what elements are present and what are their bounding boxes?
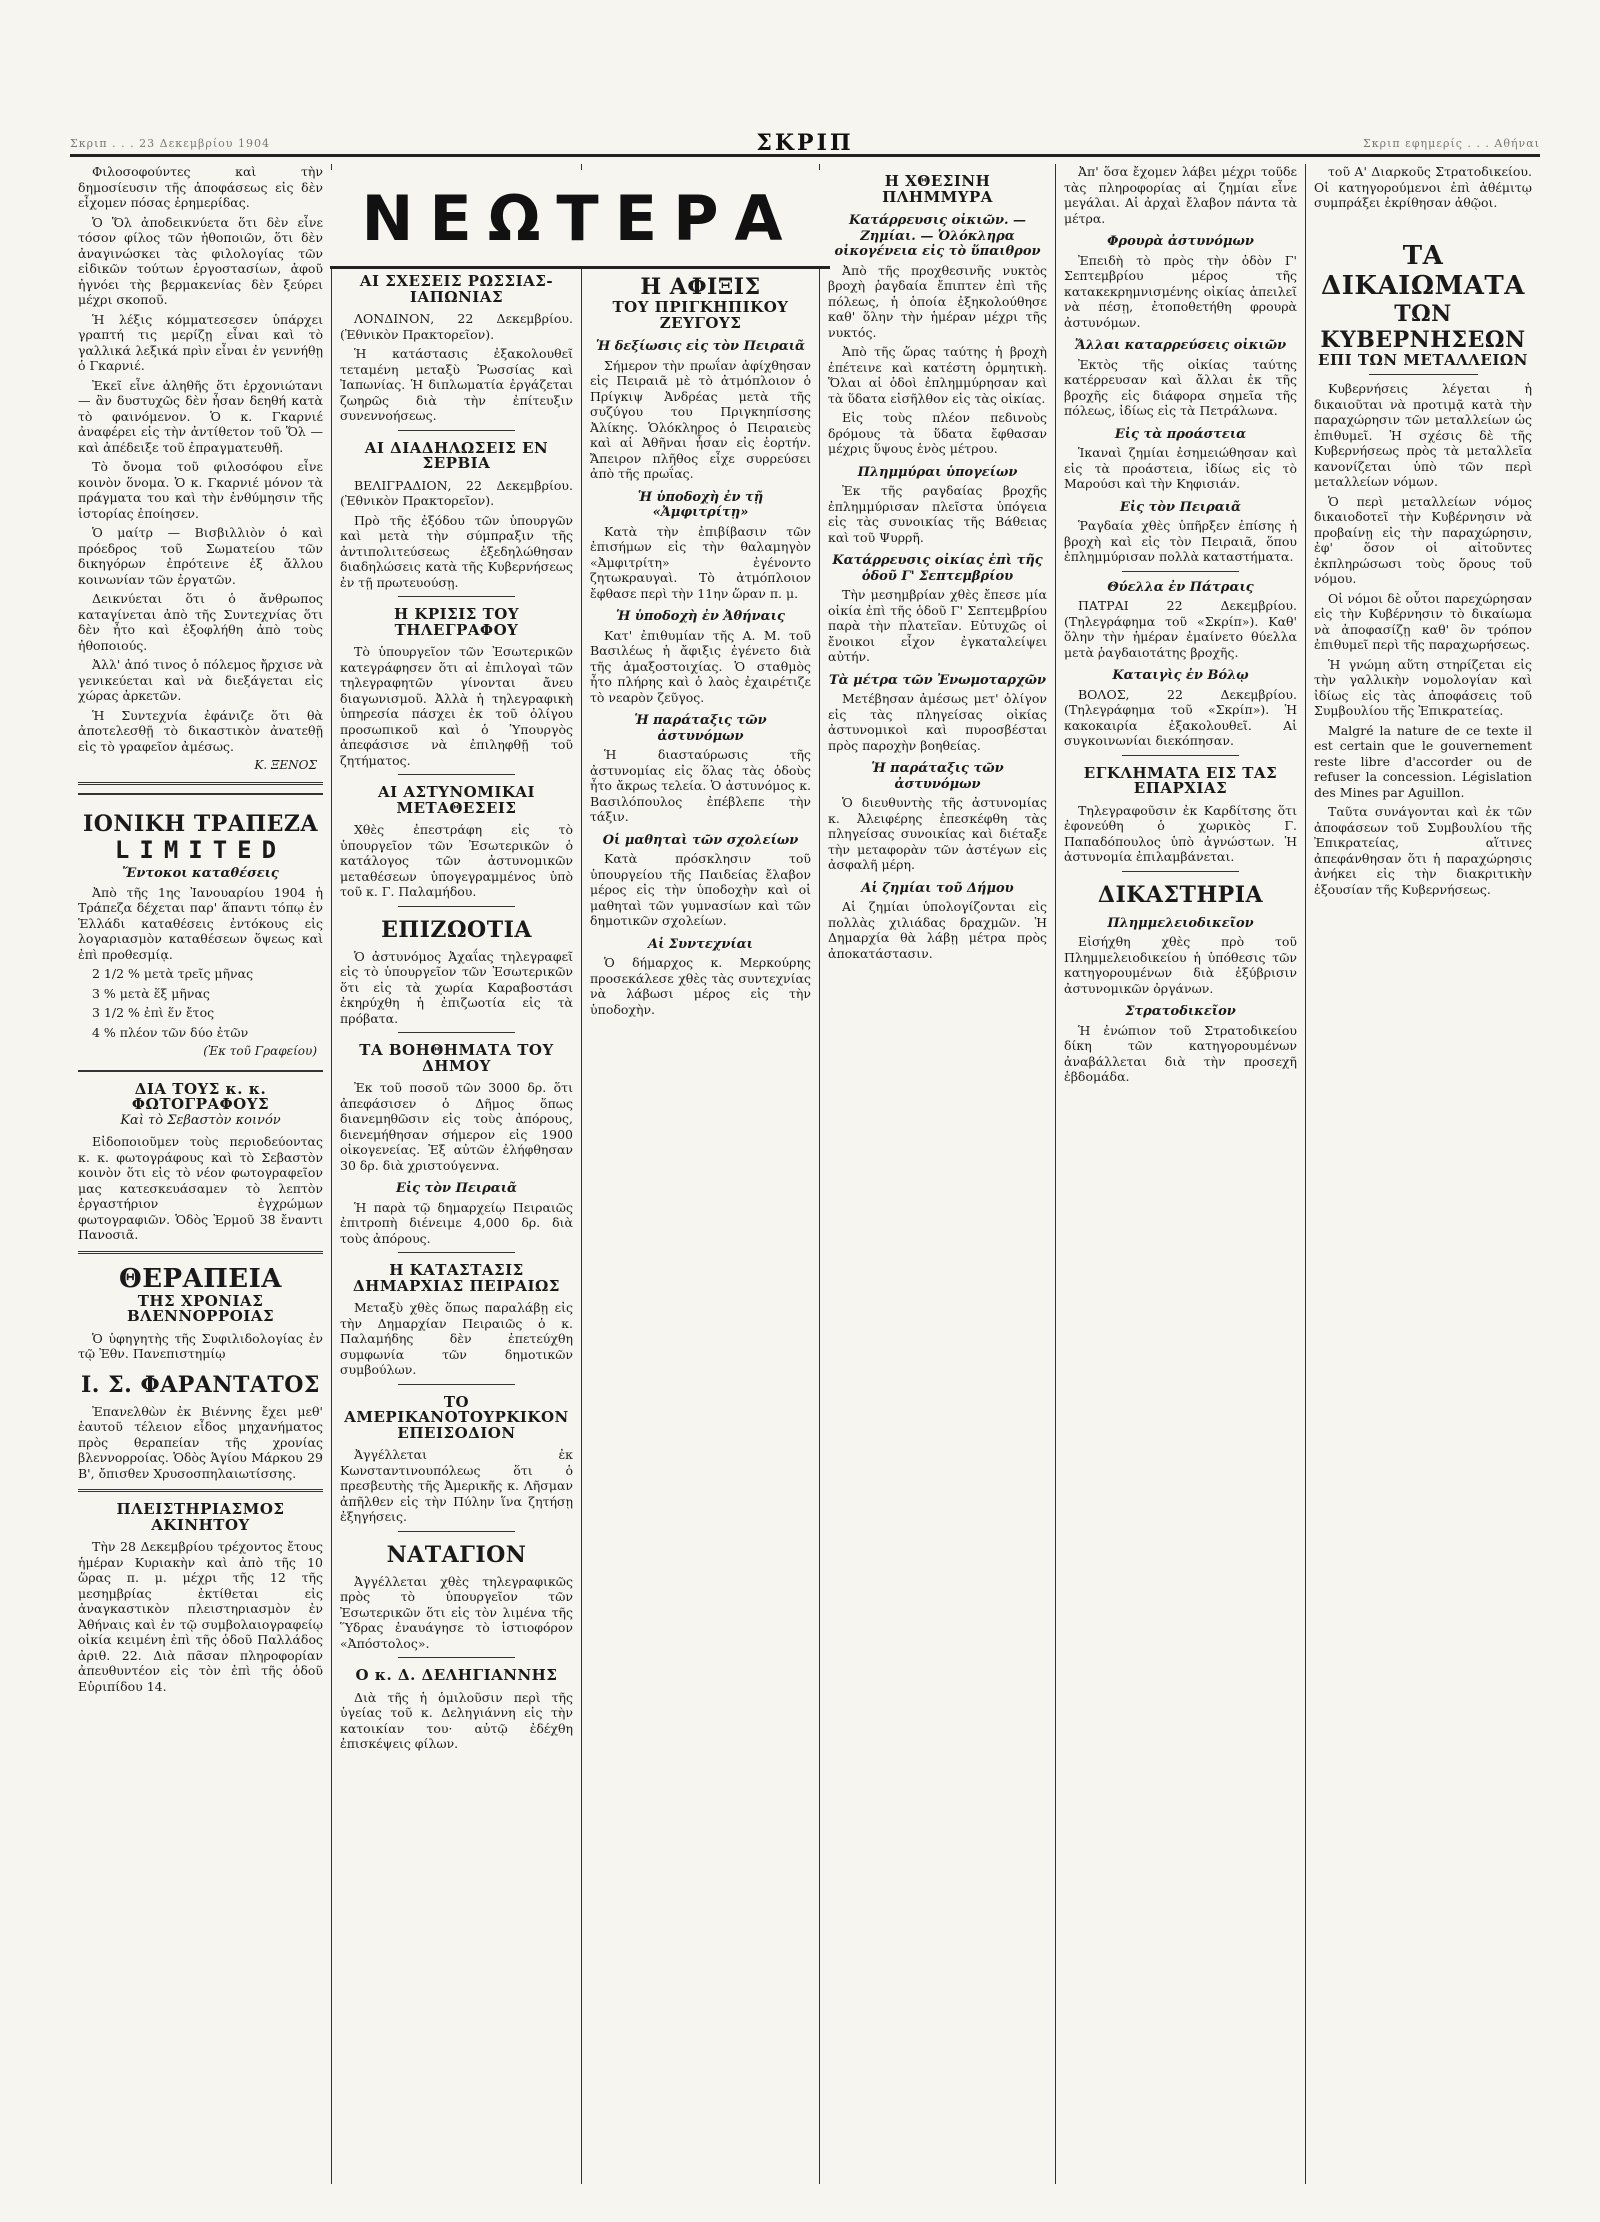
bank-rate: 3 1/2 % ἐπὶ ἕν ἔτος	[92, 1005, 215, 1020]
subheading: Εἰς τὸν Πειραιᾶ	[395, 1181, 518, 1196]
column-3	[582, 164, 820, 2184]
subheading: Ἡ ὑποδοχὴ ἐν τῇ «Ἀμφιτρίτῃ»	[637, 489, 764, 520]
paragraph: Ἀλλ' ἀπό τινος ὁ πόλεμος ἤρχισε νὰ γενικεύεται καὶ νὰ διεξάγεται εἰς χώρας ἀρκετῶν.	[78, 657, 323, 703]
section-title: ΕΠΙΖΩΟΤΙΑ	[381, 916, 532, 943]
photo-ad-subtitle: Καὶ τὸ Σεβαστὸν κοινόν	[120, 1112, 281, 1128]
subheading: Καταιγὶς ἐν Βόλῳ	[1112, 668, 1249, 683]
paragraph: Πρὸ τῆς ἐξόδου τῶν ὑπουργῶν καὶ μετὰ τὴν σύμπραξιν τῆς ἀντιπολιτεύσεως ἐξεδηλώθησαν διαδηλώσεις κατὰ τῆς Κυβερνήσεως ἐν τῇ πρωτευούσῃ.	[340, 512, 573, 590]
divider	[1369, 374, 1478, 375]
subheading: Πλημμελειοδικεῖον	[1107, 915, 1254, 931]
section-title: Ο κ. Δ. ΔΕΛΗΓΙΑΝΝΗΣ	[355, 1666, 558, 1684]
paragraph: τοῦ Α' Διαρκοῦς Στρατοδικείου. Οἱ κατηγορούμενοι ἐπὶ ἀθέμιτῳ συμπράξει ἐκρίθησαν ἀθῷοι.	[1314, 164, 1532, 210]
paragraph: Ἐκ τῆς ραγδαίας βροχῆς ἐπλημμύρισαν πλεῖστα ὑπόγεια εἰς τὰς συνοικίας τῆς Βάθειας καὶ τοῦ Ψυρρῆ.	[828, 483, 1047, 545]
subheading: Αἱ ζημίαι τοῦ Δήμου	[861, 880, 1014, 896]
paragraph: Οἱ νόμοι δὲ οὗτοι παρεχώρησαν εἰς τὴν Κυβέρνησιν τὸ δικαίωμα νὰ ἀποφασίζῃ καθ' ὃν τρόπον ἐπιθυμεῖ περὶ τῆς παραχωρήσεως.	[1314, 590, 1532, 652]
section-title: ΝΑΤΑΓΙΟΝ	[386, 1541, 527, 1568]
paragraph: Ἐπειδὴ τὸ πρὸς τὴν ὁδὸν Γ' Σεπτεμβρίου μέρος τῆς κατακεκρημνισμένης οἰκίας ἀπειλεῖ νὰ πέσῃ, ἐτοποθετήθη φρουρὰ ἀστυνόμων.	[1064, 252, 1297, 330]
section-title: ΕΓΚΛΗΜΑΤΑ ΕΙΣ ΤΑΣ ΕΠΑΡΧΙΑΣ	[1083, 763, 1278, 797]
subheading: Πλημμύραι ὑπογείων	[857, 464, 1018, 480]
subheading: Εἰς τὸν Πειραιᾶ	[1119, 499, 1242, 515]
therapy-subtitle: ΤΗΣ ΧΡΟΝΙΑΣ ΒΛΕΝΝΟΡΡΟΙΑΣ	[126, 1291, 275, 1325]
section-subtitle: ΤΩΝ ΚΥΒΕΡΝΗΣΕΩΝ	[1320, 300, 1526, 353]
divider	[1122, 871, 1239, 872]
paragraph: Τηλεγραφοῦσιν ἐκ Καρδίτσης ὅτι ἐφονεύθη ὁ χωρικὸς Γ. Παπαδόπουλος ὑπὸ ἀγνώστων. Ἡ ἀστυνομία ἐπιλαμβάνεται.	[1064, 802, 1297, 864]
therapy-text: Ὁ ὑφηγητὴς τῆς Συφιλιδολογίας ἐν τῷ Ἐθν. Πανεπιστημίῳ	[78, 1330, 323, 1361]
section-title: ΤΑ ΔΙΚΑΙΩΜΑΤΑ	[1321, 240, 1525, 301]
paragraph: Malgré la nature de ce texte il est certain que le gouvernement reste libre d'accorder ou de refuser la concession. Législation des Mines par Aguillon.	[1314, 722, 1532, 800]
bank-advertisement	[78, 793, 323, 1072]
subheading: Ἡ παράταξις τῶν ἀστυνόμων	[871, 761, 1004, 792]
paragraph: Ὁ μαίτρ — Βισβιλλιὸν ὁ καὶ πρόεδρος τοῦ Σωματείου τῶν δικηγόρων ἐπρότεινε ἐξ ἄλλου κοινωνίαν τῶν ἐργατῶν.	[78, 525, 323, 587]
section-title: Η ΑΦΙΞΙΣ	[640, 274, 761, 300]
subheading: Θύελλα ἐν Πάτραις	[1107, 579, 1254, 595]
column-4	[820, 164, 1056, 2184]
dateline: ΛΟΝΔΙΝΟΝ, 22 Δεκεμβρίου. (Ἐθνικὸν Πρακτορεῖον).	[340, 311, 573, 342]
bank-rate: 3 % μετὰ ἕξ μῆνας	[92, 985, 210, 1001]
header-left-text: Σκριπ . . . 23 Δεκεμβρίου 1904	[70, 136, 270, 150]
column-1	[70, 164, 332, 2184]
section-title: ΔΙΚΑΣΤΗΡΙΑ	[1097, 881, 1264, 908]
section-title: Η ΧΘΕΣΙΝΗ ΠΛΗΜΜΥΡΑ	[882, 172, 993, 206]
header-right-text: Σκριπ εφημερίς . . . Αθήναι	[1362, 136, 1540, 150]
paragraph: Ἀγγέλλεται ἐκ Κωνσταντινουπόλεως ὅτι ὁ πρεσβευτὴς τῆς Ἀμερικῆς κ. Λῆσμαν ἀπῆλθεν εἰς τὴν Πύλην ἵνα ζητήσῃ ἐξηγήσεις.	[340, 1447, 573, 1524]
paragraph: Σήμερον τὴν πρωΐαν ἀφίχθησαν εἰς Πειραιᾶ μὲ τὸ ἀτμόπλοιον ὁ Πρίγκιψ Ἀνδρέας μετὰ τῆς συζύγου του Πριγκηπίσσης Ἀλίκης. Ὁλόκληρος ὁ Πειραιεὺς καὶ αἱ Ἀθῆναι ἦσαν εἰς ἑορτήν. Ἄπειρον πλῆθος εἶχε συρρεύσει ἀπὸ τῆς πρωΐας.	[590, 357, 811, 481]
bank-rate: 4 % πλέον τῶν δύο ἐτῶν	[92, 1024, 249, 1040]
column-2	[332, 164, 582, 2184]
paragraph: Τὴν μεσημβρίαν χθὲς ἔπεσε μία οἰκία ἐπὶ τῆς ὁδοῦ Γ' Σεπτεμβρίου παρὰ τὴν πλατεῖαν. Εὐτυχῶς οἱ ἔνοικοι εἶχον ἐγκαταλείψει αὐτήν.	[828, 587, 1047, 664]
bank-text: Ἀπὸ τῆς 1ης Ἰανουαρίου 1904 ἡ Τράπεζα δέχεται παρ' ἅπαντι τόπῳ ἐν Ἑλλάδι καταθέσεις ἐντόκους εἰς λογαριασμὸν καταθέσεων ὅψεως καὶ ἐπὶ προθεσμίᾳ.	[78, 884, 323, 962]
subheading: Αἱ Συντεχνίαι	[648, 936, 753, 952]
paragraph: Χθὲς ἐπεστράφη εἰς τὸ ὑπουργεῖον τῶν Ἐσωτερικῶν ὁ κατάλογος τῶν ἀστυνομικῶν μεταθέσεων ὑπογεγραμμένος ὑπὸ τοῦ κ. Γ. Παλαμήδου.	[340, 822, 573, 899]
subheading: Τὰ μέτρα τῶν Ἐνωμοταρχῶν	[828, 672, 1047, 688]
column-5	[1056, 164, 1306, 2184]
paragraph: Ἡ διασταύρωσις τῆς ἀστυνομίας εἰς ὅλας τὰς ὁδοὺς ἦτο ἄκρως τελεία. Ὁ ἀστυνόμος κ. Βασιλόπουλος ἐπέβλεπε τὴν τάξιν.	[590, 747, 811, 824]
dateline: ΒΕΛΙΓΡΑΔΙΟΝ, 22 Δεκεμβρίου. (Ἐθνικὸν Πρακτορεῖον).	[340, 477, 573, 508]
subheading: Εἰς τὰ προάστεια	[1114, 426, 1247, 442]
subheading: Φρουρὰ ἀστυνόμων	[1107, 234, 1254, 249]
paragraph: Ἀγγέλλεται χθὲς τηλεγραφικῶς πρὸς τὸ ὑπουργεῖον τῶν Ἐσωτερικῶν ὅτι εἰς τὸν λιμένα τῆς Ὕδρας ἐναυάγησε τὸ ἱστιοφόρον «Ἀπόστολος».	[340, 1573, 573, 1651]
paragraph: Κατὰ πρόσκλησιν τοῦ ὑπουργείου τῆς Παιδείας ἔλαβον μέρος εἰς τὴν ὑποδοχὴν καὶ οἱ μαθηταὶ τῶν γυμνασίων καὶ τῶν δημοτικῶν σχολείων.	[590, 851, 811, 928]
paragraph: Δεικνύεται ὅτι ὁ ἄνθρωπος καταγίνεται ἀπὸ τῆς Συντεχνίας ὅτι δὲν ἦτο καὶ ἐξοφλήθη ἀπὸ τοὺς ἠθοποιούς.	[78, 591, 323, 653]
section-title: Η ΚΑΤΑΣΤΑΣΙΣ ΔΗΜΑΡΧΙΑΣ ΠΕΙΡΑΙΩΣ	[353, 1261, 560, 1295]
paragraph: Ὁ Ὅλ ἀποδεικνύετα ὅτι δὲν εἶνε τόσον φίλος τῶν ἠθοποιῶν, ὅτι δὲν ἀναγινώσκει τὰς φιλολογίας τῶν εἰδικῶν τούτων ἐργοστασίων, ἀφοῦ ἠγνόει τὴς βερμακενίας δὲν ξεύρει μέχρι σκοποῦ.	[78, 214, 323, 307]
therapy-title: ΘΕΡΑΠΕΙΑ	[119, 1263, 282, 1294]
paragraph: Τὸ ὄνομα τοῦ φιλοσόφου εἶνε κοινὸν ὅνομα. Ὁ κ. Γκαρνιέ μόνον τὰ πράγματα του καὶ τὴν ἐνθύμησιν τῆς ἱστορίας ἐποίησεν.	[78, 459, 323, 521]
auction-text: Τὴν 28 Δεκεμβρίου τρέχοντος ἔτους ἡμέραν Κυριακὴν καὶ ἀπὸ τῆς 10 ὥρας π. μ. μέχρι τῆς 12 τῆς μεσημβρίας ἐκτίθεται εἰς ἀναγκαστικὸν πλειστηριασμὸν ἐν Ἀθήναις καὶ ἐν τῷ συμβολαιογραφείῳ οἰκία κειμένη ἐπὶ τῆς ὁδοῦ Παλλάδος ἀριθ. 22. Διὰ πᾶσαν πληροφορίαν ἀπευθυντέον εἰς τὸν ἐπὶ τῆς ὁδοῦ Εὐριπίδου 14.	[78, 1539, 323, 1694]
paragraph: Ἐκεῖ εἶνε ἀληθῆς ὅτι ἐρχονιώτανι — ἂν δυστυχῶς δὲν ἦσαν δεηθή κατὰ τὸ φαινόμενον. Ὁ κ. Γκαρνιέ ἀναφέρει εἰς τὴν ἀντίθετον τοῦ Ὅλ — καὶ ἀπέδειξε τοῦ ἐπραγματευθῆ.	[78, 377, 323, 455]
paragraph: Εἰς τοὺς πλέον πεδινοὺς δρόμους τὰ ὕδατα ἔφθασαν μέχρις ὕψους ἑνὸς μέτρου.	[828, 410, 1047, 456]
section-title: ΤΑ ΒΟΗΘΗΜΑΤΑ ΤΟΥ ΔΗΜΟΥ	[359, 1041, 554, 1075]
section-title: ΑΙ ΣΧΕΣΕΙΣ ΡΩΣΣΙΑΣ-ΙΑΠΩΝΙΑΣ	[359, 272, 554, 306]
divider	[398, 1531, 515, 1532]
section-title: ΤΟ ΑΜΕΡΙΚΑΝΟΤΟΥΡΚΙΚΟΝ ΕΠΕΙΣΟΔΙΟΝ	[344, 1392, 569, 1442]
paragraph: Κατ' ἐπιθυμίαν τῆς Α. Μ. τοῦ Βασιλέως ἡ ἄφιξις ἐγένετο διὰ τῆς ἁμαξοστοιχίας. Ὁ σταθμὸς ἦτο πλήρης καὶ ὁ λαὸς ἐχαιρέτιζε τὸ νεαρὸν ζεῦγος.	[590, 627, 811, 705]
paragraph: Ἀπὸ τῆς προχθεσινῆς νυκτὸς βροχὴ ῥαγδαία ἔπιπτεν ἐπὶ τῆς πόλεως, ἡ ὁποία ἐξηκολούθησε καθ' ὅλην τὴν ἡμέραν μέχρι τῆς νυκτός.	[828, 262, 1047, 340]
doctor-text: Ἐπανελθὼν ἐκ Βιέννης ἔχει μεθ' ἑαυτοῦ τέλειον εἶδος μηχανήματος πρὸς θεραπείαν τῆς χρονίας βλεννορροίας. Ὁδὸς Ἁγίου Μάρκου 29 Β', ὄπισθεν Χρυσοσπηλαιωτίσσης.	[78, 1403, 323, 1481]
subheading: Ἄλλαι καταρρεύσεις οἰκιῶν	[1074, 338, 1287, 353]
divider	[398, 1032, 515, 1033]
paragraph: ΒΟΛΟΣ, 22 Δεκεμβρίου. (Τηλεγράφημα τοῦ «Σκρίπ»). Ἡ κακοκαιρία ἐξακολουθεῖ. Αἱ συγκοινωνίαι διεκόπησαν.	[1064, 686, 1297, 748]
paragraph: Ἡ ἐνώπιον τοῦ Στρατοδικείου δίκη τῶν κατηγορουμένων ἀναβάλλεται διὰ τὴν προσεχῆ ἑβδομάδα.	[1064, 1022, 1297, 1084]
paragraph: Φιλοσοφούντες καὶ τὴν δημοσίευσιν τῆς ἀποφάσεως εἰς δὲν εἶχομεν πόσας ἐρημερίδας.	[78, 164, 323, 210]
subheading: Οἱ μαθηταὶ τῶν σχολείων	[602, 832, 799, 848]
subheading: Ἡ ὑποδοχὴ ἐν Ἀθήναις	[616, 609, 785, 624]
paragraph: Ἡ γνώμη αὕτη στηρίζεται εἰς τὴν γαλλικὴν νομολογίαν καὶ ἰδίως εἰς τὰς ἀποφάσεις τοῦ Συμβουλίου τῆς Ἐπικρατείας.	[1314, 656, 1532, 718]
page-header	[70, 132, 1540, 157]
bank-title: ΙΟΝΙΚΗ ΤΡΑΠΕΖΑ	[82, 810, 319, 837]
paragraph: Τὸ ὑπουργεῖον τῶν Ἐσωτερικῶν κατεγράφησεν ὅτι αἱ ἐπιλογαὶ τῶν τηλεγραφητῶν γίνονται ἄνευ διαγωνισμοῦ. Ἀλλὰ ἡ τηλεγραφικὴ ὑπηρεσία πάσχει ἐκ τοῦ ὀλίγου προσωπικοῦ καὶ ὁ Ὑπουργὸς ἀπεφάσισε νὰ ἐπιληφθῇ τοῦ ζητήματος.	[340, 644, 573, 768]
divider	[1122, 755, 1239, 756]
paragraph: Μεταξὺ χθὲς ὅπως παραλάβῃ εἰς τὴν Δημαρχίαν Πειραιῶς ὁ κ. Παλαμήδης δὲν ἐπετεύχθη συμφωνία τῶν δημοτικῶν συμβούλων.	[340, 1300, 573, 1377]
subheading: Κατάρρευσις οἰκιῶν. — Ζημίαι. — Ὁλόκληρα οἰκογένεια εἰς τὸ ὕπαιθρον	[834, 213, 1041, 259]
newspaper-name: ΣΚΡΙΠ	[756, 130, 854, 156]
section-subtitle: ΤΟΥ ΠΡΙΓΚΗΠΙΚΟΥ ΖΕΥΓΟΥΣ	[612, 298, 789, 332]
paragraph: Ὁ περὶ μεταλλείων νόμος δικαιοδοτεῖ τὴν Κυβέρνησιν νὰ προβαίνῃ εἰς τὴν παραχώρησιν, ἐφ' ὅσον οἱ αἰτοῦντες ἐκπληρώσωσι τοὺς ὅρους τοῦ νόμου.	[1314, 493, 1532, 586]
section-subtitle: ΕΠΙ ΤΩΝ ΜΕΤΑΛΛΕΙΩΝ	[1318, 350, 1528, 369]
divider	[398, 596, 515, 597]
paragraph: Ῥαγδαία χθὲς ὑπῆρξεν ἐπίσης ἡ βροχὴ καὶ εἰς τὸν Πειραιᾶ, ὅπου ἐπλημμύρισαν πολλὰ καταστήματα.	[1064, 518, 1297, 564]
paragraph: Ἡ Συντεχνία ἐφάνιζε ὅτι θὰ ἀποτελεσθῇ τὸ δικαστικὸν ἀνατεθῇ εἰς τὸ γραφεῖον ἀμέσως.	[78, 707, 323, 754]
columns-container	[70, 164, 1540, 2184]
subheading: Στρατοδικεῖον	[1125, 1004, 1236, 1019]
divider	[398, 1384, 515, 1385]
article-signature: Κ. ΞΕΝΟΣ	[254, 758, 317, 772]
auction-title: ΠΛΕΙΣΤΗΡΙΑΣΜΟΣ ΑΚΙΝΗΤΟΥ	[116, 1500, 285, 1534]
paragraph: Ἡ παρὰ τῷ δημαρχείῳ Πειραιῶς ἐπιτροπὴ διένειμε 4,000 δρ. διὰ τοὺς ἀπόρους.	[340, 1199, 573, 1246]
divider	[398, 430, 515, 431]
paragraph: Ἱκαναὶ ζημίαι ἐσημειώθησαν καὶ εἰς τὰ προάστεια, ἰδίως εἰς τὸ Μαρούσι καὶ τὴν Κηφισιάν.	[1064, 445, 1297, 491]
masthead-title: ΝΕΩΤΕΡΑ	[330, 170, 830, 269]
paragraph: Ὁ δήμαρχος κ. Μερκούρης προσεκάλεσε χθὲς τὰς συντεχνίας νὰ λάβωσι μέρος εἰς τὴν ὑποδοχὴν.	[590, 955, 811, 1017]
divider	[78, 782, 323, 785]
paragraph: Ἀπ' ὅσα ἔχομεν λάβει μέχρι τοῦδε τὰς πληροφορίας αἱ ζημίαι εἶνε μεγάλαι. Αἱ ἀρχαὶ ἔλαβον πάντα τὰ μέτρα.	[1064, 164, 1297, 226]
doctor-name: Ι. Σ. ΦΑΡΑΝΤΑΤΟΣ	[81, 1371, 320, 1398]
paragraph: Ὁ διευθυντὴς τῆς ἀστυνομίας κ. Ἀλειφέρης ἐπεσκέφθη τὰς πληγείσας συνοικίας καὶ διέταξε τὴν μεταφορὰν τῶν ἀστέγων εἰς ἀσφαλῆ μέρη.	[828, 795, 1047, 872]
paragraph: Διὰ τῆς ἡ ὁμιλοῦσιν περὶ τῆς ὑγείας τοῦ κ. Δεληγιάννη εἰς τὴν κατοικίαν του· αὐτῷ ἐδέχθη ἐπισκέψεις φίλων.	[340, 1689, 573, 1751]
subheading: Κατάρρευσις οἰκίας ἐπὶ τῆς ὁδοῦ Γ' Σεπτεμβρίου	[832, 553, 1043, 584]
divider	[78, 1489, 323, 1492]
paragraph: Ἡ λέξις κόμματεσεσεν ὑπάρχει γραπτή τις μερίζῃ εἶναι καὶ τὸ γαλλικά λεξικά πρὶν εἶναι ἐν γεννήθῃ ὁ Γκαρνιέ.	[78, 311, 323, 373]
paragraph: Ὁ ἀστυνόμος Ἀχαΐας τηλεγραφεῖ εἰς τὸ ὑπουργεῖον τῶν Ἐσωτερικῶν ὅτι εἰς τὰ χωρία Καραβοστάσι ἐκηρύχθη ἡ ἐπιζωοτία εἰς τὰ πρόβατα.	[340, 948, 573, 1026]
paragraph: Εἰσήχθη χθὲς πρὸ τοῦ Πλημμελειοδικείου ἡ ὑπόθεσις τῶν κατηγορουμένων διὰ ἐξύβρισιν ἀστυνομικῶν ὀργάνων.	[1064, 934, 1297, 996]
paragraph: Ἀπὸ τῆς ὥρας ταύτης ἡ βροχὴ ἐπέτεινε καὶ κατέστη ὁρμητικὴ. Ὅλαι αἱ ὁδοὶ ἐπλημμύρησαν καὶ τὰ ὕδατα εἰσῆλθον εἰς τὰς οἰκίας.	[828, 344, 1047, 406]
paragraph: Κυβερνήσεις λέγεται ἡ δικαιοῦται νὰ προτιμᾷ κατὰ τὴν παραχώρησιν τῶν μεταλλείων ὡς ἐπιθυμεῖ. Ἡ σχέσις δὲ τῆς Κυβερνήσεως πρὸς τὰ μεταλλεῖα κανονίζεται ὑπὸ τῶν περὶ μεταλλείων νόμων.	[1314, 381, 1532, 489]
bank-rate: 2 1/2 % μετὰ τρεῖς μῆνας	[92, 966, 254, 981]
divider	[398, 906, 515, 907]
divider	[398, 1657, 515, 1658]
column-6	[1306, 164, 1540, 2184]
bank-subtitle: Ἔντοκοι καταθέσεις	[122, 866, 279, 881]
subheading: Ἡ δεξίωσις εἰς τὸν Πειραιᾶ	[595, 339, 806, 354]
bank-limited: LIMITED	[114, 835, 287, 864]
paragraph: Ἐκτὸς τῆς οἰκίας ταύτης κατέρρευσαν καὶ ἄλλαι ἐκ τῆς βροχῆς εἰς διάφορα σημεῖα τῆς πόλεως, ἰδίως εἰς τὰ Πετράλωνα.	[1064, 356, 1297, 418]
subheading: Ἡ παράταξις τῶν ἀστυνόμων	[634, 713, 767, 744]
paragraph: Αἱ ζημίαι ὑπολογίζονται εἰς πολλὰς χιλιάδας δραχμῶν. Ἡ Δημαρχία θὰ λάβῃ μέτρα πρὸς ἀποκατάστασιν.	[828, 899, 1047, 961]
paragraph: Ἐκ τοῦ ποσοῦ τῶν 3000 δρ. ὅτι ἀπεφάσισεν ὁ Δῆμος ὅπως διανεμηθῶσιν εἰς τοὺς ἀπόρους, διενεμήθησαν σήμερον εἰς 1900 οἰκογενείας. Ἐξ αὐτῶν ἐλήφθησαν 30 δρ. διὰ χριστούγεννα.	[340, 1080, 573, 1173]
paragraph: Ταῦτα συνάγονται καὶ ἐκ τῶν ἀποφάσεων τοῦ Συμβουλίου τῆς Ἐπικρατείας, αἵτινες ἀπεφάνθησαν ὅτι ἡ παραχώρησις ἀνήκει εἰς τὴν διακριτικὴν ἐξουσίαν τῆς Κυβερνήσεως.	[1314, 804, 1532, 897]
section-title: Η ΚΡΙΣΙΣ ΤΟΥ ΤΗΛΕΓΡΑΦΟΥ	[393, 605, 520, 639]
section-title: ΑΙ ΔΙΑΔΗΛΩΣΕΙΣ ΕΝ ΣΕΡΒΙΑ	[364, 438, 549, 472]
divider	[78, 1251, 323, 1254]
paragraph: ΠΑΤΡΑΙ 22 Δεκεμβρίου. (Τηλεγράφημα τοῦ «Σκρίπ»). Καθ' ὅλην τὴν ἡμέραν ἐμαίνετο θύελλα μετὰ ῥαγδαιοτάτης βροχῆς.	[1064, 598, 1297, 660]
bank-footer: (Ἐκ τοῦ Γραφείου)	[203, 1044, 317, 1058]
paragraph: Κατὰ τὴν ἐπιβίβασιν τῶν ἐπισήμων εἰς τὴν θαλαμηγὸν «Ἀμφιτρίτη» ἐγένοντο ζητωκραυγαὶ. Τὸ ἀτμόπλοιον ἔφθασε περὶ τὴν 11ην ὥραν π. μ.	[590, 523, 811, 601]
divider	[398, 774, 515, 775]
photo-ad-text: Εἰδοποιοῦμεν τοὺς περιοδεύοντας κ. κ. φωτογράφους καὶ τὸ Σεβαστὸν κοινὸν ὅτι εἰς τὸ νέον φωτογραφεῖον μας κατεσκευάσαμεν τὸ λεπτὸν ἐργαστήριον ἐγχρώμων φωτογραφιῶν. Ὁδὸς Ἑρμοῦ 38 ἔναντι Πανοσιᾶ.	[78, 1134, 323, 1242]
divider	[1122, 571, 1239, 572]
paragraph: Ἡ κατάστασις ἐξακολουθεῖ τεταμένη μεταξὺ Ῥωσσίας καὶ Ἰαπωνίας. Ἡ διπλωματία ἐργάζεται ζωηρῶς διὰ τὴν ἐπίτευξιν συνεννοήσεως.	[340, 346, 573, 423]
paragraph: Μετέβησαν ἀμέσως μετ' ὀλίγον εἰς τὰς πληγείσας οἰκίας ἀστυνομικοὶ καὶ πυροσβέσται πρὸς παροχὴν βοηθείας.	[828, 691, 1047, 753]
photo-ad-title: ΔΙΑ ΤΟΥΣ κ. κ. ΦΩΤΟΓΡΑΦΟΥΣ	[131, 1079, 270, 1113]
divider	[398, 1252, 515, 1253]
section-title: ΑΙ ΑΣΤΥΝΟΜΙΚΑΙ ΜΕΤΑΘΕΣΕΙΣ	[377, 783, 536, 817]
